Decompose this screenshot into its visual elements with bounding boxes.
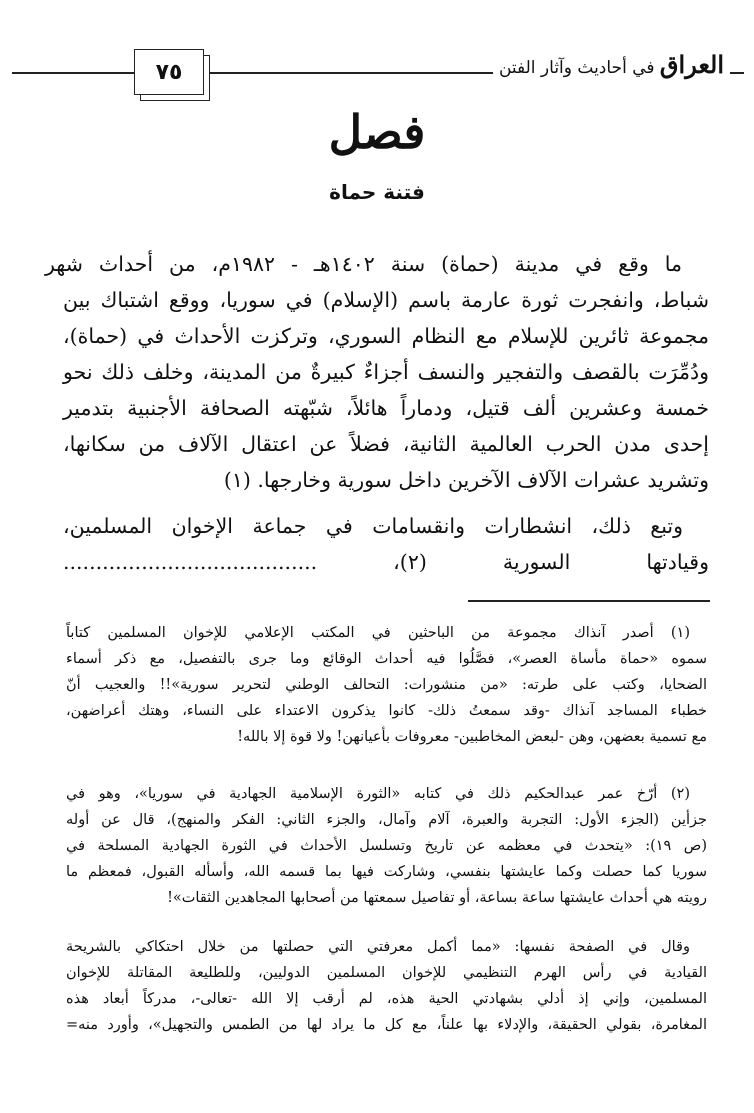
book-title	[493, 50, 730, 79]
footnote-separator	[468, 600, 710, 602]
text-line: وتبع ذلك، انشطارات وانقسامات في جماعة الإخوان المسلمين،	[63, 514, 683, 538]
book-title-rest: في أحاديث وآثار الفتن	[498, 58, 655, 78]
text-line: وتشريد عشرات الآلاف الآخرين داخل سورية وخارجها. (١)	[223, 468, 709, 492]
footnote-line: مع تسمية بعضهن، وهن -لبعض المخاطبين- معروفات بأعيانهن! ولا قوة إلا بالله!	[237, 729, 707, 745]
section-title: فتنة حماة	[329, 180, 425, 204]
section-heading: فصل	[328, 105, 426, 159]
footnote-line: سموه «حماة مأساة العصر»، فصَّلُوا فيه أحداث الوقائع وما جرى بالتفصيل، مع ذكر أسماء	[66, 651, 707, 667]
page-number: ٧٥	[134, 49, 204, 95]
footnote-line: وقال في الصفحة نفسها: «مما أكمل معرفتي التي حصلتها من خلال احتكاكي بالشريحة	[66, 939, 690, 955]
text-line: ما وقع في مدينة (حماة) سنة ١٤٠٢هـ - ١٩٨٢م، من أحداث شهر	[45, 252, 682, 276]
footnote-line: جزأين (الجزء الأول: التجربة والعبرة، آلام وآمال، والجزء الثاني: الفكر والمنهج)، قال عن أوله	[66, 812, 707, 828]
text-line: وقيادتها السورية (٢)، .......................................	[63, 550, 709, 574]
footnote-line: (ص ١٩): «يتحدث في معظمه عن تاريخ وتسلسل الأحداث في الثورة الجهادية المسلحة في	[66, 838, 707, 854]
text-line: إحدى مدن الحرب العالمية الثانية، فضلاً عن اعتقال الآلاف من سكانها،	[63, 432, 709, 456]
text-line: مجموعة ثائرين للإسلام مع النظام السوري، وتركزت الأحداث في (حماة)،	[63, 324, 709, 348]
text-line: خمسة وعشرين ألف قتيل، ودماراً هائلاً، شبّهته الصحافة الأجنبية بتدمير	[63, 396, 709, 420]
book-title-main: العراق	[659, 50, 724, 79]
footnote-line: القيادية في رأس الهرم التنظيمي للإخوان المسلمين الدوليين، وللطليعة المقاتلة للإخوان	[66, 965, 707, 981]
footnote-line: سوريا كما حصلت وكما عايشتها بنفسي، وشاركت فيها بما قسمه الله، وأسأله القبول، فمعظم ما	[66, 864, 707, 880]
footnote-line: المسلمين، وإني إذ أدلي بشهادتي الحية هذه، لم أرقب إلا الله -تعالى-، مدركاً أبعاد هذه	[66, 991, 707, 1007]
footnote-line: (٢) أرّخ عمر عبدالحكيم ذلك في كتابه «الثورة الإسلامية الجهادية في سوريا»، وهو في	[66, 786, 690, 802]
footnote-line: خطباء المساجد آنذاك -وقد سمعتُ ذلك- كانوا يذكرون الاعتداء على النساء، وهتك أعراضهن،	[66, 703, 707, 719]
footnote-line: الضحايا، وكتب على طرته: «من منشورات: التحالف الوطني لتحرير سورية»!! والعجيب أنّ	[66, 677, 707, 693]
footnote-line: المغامرة، بقولي الحقيقة، والإدلاء بها علناً، مع كل ما يراد لها من الطمس والتجهيل»، وأورد منه=	[66, 1017, 707, 1033]
text-line: شباط، وانفجرت ثورة عارمة باسم (الإسلام) في سوريا، ووقع اشتباك بين	[63, 288, 709, 312]
footnote-line: (١) أصدر آنذاك مجموعة من الباحثين في المكتب الإعلامي للإخوان المسلمين كتاباً	[66, 625, 690, 641]
text-line: ودُمِّرَت بالقصف والتفجير والنسف أجزاءٌ كبيرةٌ من المدينة، وخلف ذلك نحو	[63, 360, 709, 384]
footnote-line: رويته هي أحداث عايشتها ساعة بساعة، أو تفاصيل سمعتها من أصحابها المجاهدين الثقات»!	[167, 890, 707, 906]
